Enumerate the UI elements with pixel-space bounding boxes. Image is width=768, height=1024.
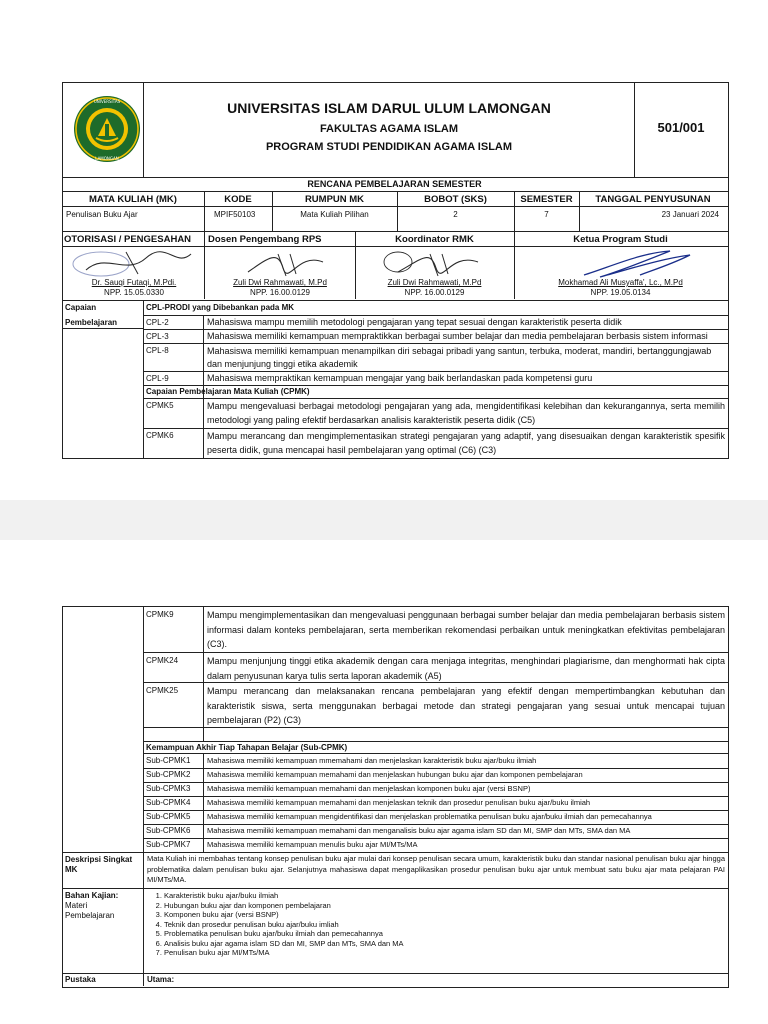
bahan-item: 3. Komponen buku ajar (versi BSNP) bbox=[164, 910, 742, 920]
pustaka-label: Pustaka bbox=[65, 975, 96, 984]
subcpmk-code: Sub-CPMK4 bbox=[146, 798, 191, 807]
signature-3 bbox=[378, 248, 498, 278]
rumpun-value: Mata Kuliah Pilihan bbox=[300, 210, 369, 219]
svg-text:UNIVERSITAS: UNIVERSITAS bbox=[93, 99, 121, 104]
cpl-code: CPL-9 bbox=[146, 374, 169, 383]
program-name: PROGRAM STUDI PENDIDIKAN AGAMA ISLAM bbox=[265, 141, 513, 153]
cpl-code: CPL-2 bbox=[146, 318, 169, 327]
kode-value: MPIF50103 bbox=[214, 210, 256, 219]
bahan-item: 6. Analisis buku ajar agama islam SD dan MI, SMP dan MTs, SMA dan MA bbox=[164, 939, 742, 949]
koordinator-label: Koordinator RMK bbox=[395, 234, 474, 245]
subcpmk-code: Sub-CPMK5 bbox=[146, 812, 191, 821]
kode-header: KODE bbox=[224, 194, 252, 205]
mk-value: Penulisan Buku Ajar bbox=[66, 210, 138, 219]
semester-value: 7 bbox=[544, 210, 549, 219]
sign1-name: Dr. Sauqi Futaqi, M.Pdi. bbox=[91, 278, 177, 287]
faculty-name: FAKULTAS AGAMA ISLAM bbox=[319, 123, 459, 135]
sign3-npp: NPP. 16.00.0129 bbox=[404, 288, 465, 297]
sign1-npp: NPP. 15.05.0330 bbox=[104, 288, 164, 297]
tanggal-value: 23 Januari 2024 bbox=[661, 210, 719, 219]
subcpmk-code: Sub-CPMK3 bbox=[146, 784, 191, 793]
subcpmk-code: Sub-CPMK6 bbox=[146, 826, 191, 835]
sign2-name: Zuli Dwi Rahmawati, M.Pd bbox=[233, 278, 327, 287]
signature-4 bbox=[580, 247, 700, 279]
subcpmk-text: Mahasiswa memiliki kemampuan menulis buku ajar MI/MTs/MA bbox=[207, 840, 418, 849]
bahan-list bbox=[146, 891, 742, 958]
otorisasi-label: OTORISASI / PENGESAHAN bbox=[64, 234, 192, 245]
cpmk-code: CPMK9 bbox=[146, 610, 174, 619]
cpmk-text: Mampu menjunjung tinggi etika akademik dengan cara menjaga integritas, menghindari plagiarisme, dan menghormati hak cipta dalam penyusunan karya tulis serta laporan akademik (A5) bbox=[207, 656, 725, 681]
sign3-name: Zuli Dwi Rahmawati, M.Pd bbox=[387, 278, 482, 287]
subcpmk-heading: Kemampuan Akhir Tiap Tahapan Belajar (Sub-CPMK) bbox=[146, 743, 348, 752]
bahan-item: 2. Hubungan buku ajar dan komponen pembelajaran bbox=[164, 901, 742, 911]
subcpmk-code: Sub-CPMK7 bbox=[146, 840, 191, 849]
tanggal-header: TANGGAL PENYUSUNAN bbox=[595, 194, 711, 205]
cpl-code: CPL-8 bbox=[146, 346, 169, 355]
cpmk-text: Mampu mengimplementasikan dan mengevaluasi penggunaan berbagai sumber belajar dan media pembelajaran berbasis sistem informasi dalam konteks pembelajaran, serta memberikan rekomendasi perbaikan untuk meningkatkan efektivitas pembelajaran (C3). bbox=[207, 610, 725, 649]
semester-header: SEMESTER bbox=[520, 194, 573, 205]
signature-2 bbox=[228, 248, 338, 278]
document-page-2 bbox=[0, 540, 768, 1024]
cpmk-heading: Capaian Pembelajaran Mata Kuliah (CPMK) bbox=[146, 387, 310, 396]
subcpmk-text: Mahasiswa memiliki kemampuan memahami dan menjelaskan hubungan buku ajar dan komponen pembelajaran bbox=[207, 770, 583, 779]
sign4-npp: NPP. 19.05.0134 bbox=[590, 288, 651, 297]
bahan-item: 5. Problematika penulisan buku ajar/buku ilmiah dan pemecahannya bbox=[164, 929, 742, 939]
subcpmk-text: Mahasiswa memiliki kemampuan mmemahami dan menjelaskan karakteristik buku ajar/buku ilmiah bbox=[207, 756, 537, 765]
cpmk-text: Mampu merancang dan mengimplementasikan strategi pengajaran yang adaptif, yang disesuaikan dengan karakteristik spesifik peserta didik, guna mencapai hasil pembelajaran yang optimal (C6) (C3) bbox=[207, 431, 725, 455]
cpl-text: Mahasiswa mempraktikan kemampuan mengajar yang baik berlandaskan pada kompetensi guru bbox=[207, 373, 593, 383]
bahan-item: 4. Teknik dan prosedur penulisan buku ajar/buku imliah bbox=[164, 920, 742, 930]
deskripsi-text: Mata Kuliah ini membahas tentang konsep penulisan buku ajar mulai dari konsep penulisan secara umum, karakteristik buku dan standar nasional penulisan buku ajar hingga problematika dalam penulisan buku ajar. Selanjutnya mahasiswa dapat mengaplikasikan prosedur penulisan buku ajar untuk membuat satu buku ajar mata pelajaran PAI MI/MTs/MA. bbox=[147, 854, 725, 884]
sign4-name: Mokhamad Ali Musyaffa', Lc., M.Pd bbox=[558, 278, 683, 287]
cpl-text: Mahasiswa mampu memilih metodologi pengajaran yang tepat sesuai dengan karakteristik peserta didik bbox=[207, 317, 622, 327]
bobot-value: 2 bbox=[453, 210, 458, 219]
document-page-1 bbox=[0, 0, 768, 500]
capaian-label-2: Pembelajaran bbox=[65, 318, 118, 327]
bahan-label-3: Pembelajaran bbox=[65, 911, 115, 920]
document-code: 501/001 bbox=[657, 120, 705, 135]
cpl-heading: CPL-PRODI yang Dibebankan pada MK bbox=[146, 303, 295, 312]
cpl-code: CPL-3 bbox=[146, 332, 169, 341]
signature-1 bbox=[66, 248, 196, 278]
bahan-label-2: Materi bbox=[65, 901, 88, 910]
cpmk-code: CPMK6 bbox=[146, 431, 174, 440]
cpmk-text: Mampu mengevaluasi berbagai metodologi pengajaran yang ada, mengidentifikasi kelebihan dan kekurangannya, serta memilih metodologi yang paling efektif berdasarkan analisis karakteristik peserta didik (C5) bbox=[207, 401, 725, 425]
university-name: UNIVERSITAS ISLAM DARUL ULUM LAMONGAN bbox=[227, 100, 551, 116]
bobot-header: BOBOT (SKS) bbox=[424, 194, 487, 205]
subcpmk-text: Mahasiswa memiliki kemampuan memahami dan menjelaskan teknik dan prosedur penulisan buku ajar/buku ilmiah bbox=[207, 798, 591, 807]
bahan-label-1: Bahan Kajian: bbox=[65, 891, 119, 900]
subcpmk-code: Sub-CPMK2 bbox=[146, 770, 191, 779]
mk-header: MATA KULIAH (MK) bbox=[89, 194, 177, 205]
cpl-text: Mahasiswa memiliki kemampuan menampilkan diri sebagai pribadi yang santun, terbuka, moderat, mandiri, bertanggungjawab dan menjunjung tinggi etika akademik bbox=[207, 346, 712, 369]
cpmk-code: CPMK24 bbox=[146, 656, 179, 665]
subcpmk-text: Mahasiswa memiliki kemampuan mengidentifikasi dan menjelaskan problematika penulisan buku ajar/buku ilmiah dan pemecahannya bbox=[207, 812, 652, 821]
kaprodi-label: Ketua Program Studi bbox=[573, 234, 668, 245]
subcpmk-text: Mahasiswa memiliki kemampuan memahami dan menjelaskan komponen buku ajar (versi BSNP) bbox=[207, 784, 531, 793]
bahan-item: 1. Karakteristik buku ajar/buku ilmiah bbox=[164, 891, 742, 901]
cpmk-text: Mampu merancang dan melaksanakan rencana pembelajaran yang efektif dengan mempertimbangkan kebutuhan dan karakteristik siswa, serta menggunakan berbagai metode dan strategi pengajaran yang sesuai untuk mencapai tujuan pembelajaran (P2) (C3) bbox=[207, 686, 725, 725]
bahan-item: 7. Penulisan buku ajar MI/MTs/MA bbox=[164, 948, 742, 958]
rumpun-header: RUMPUN MK bbox=[304, 194, 365, 205]
university-logo bbox=[72, 94, 142, 164]
subcpmk-text: Mahasiswa memiliki kemampuan memahami dan menganalisis buku ajar agama islam SD dan MI, SMP dan MTs, SMA dan MA bbox=[207, 826, 631, 835]
cpl-text: Mahasiswa memiliki kemampuan mempraktikkan berbagai sumber belajar dan media pembelajaran berbasis sistem informasi bbox=[207, 331, 708, 341]
pustaka-utama: Utama: bbox=[147, 975, 175, 984]
cpmk-code: CPMK25 bbox=[146, 686, 179, 695]
sign2-npp: NPP. 16.00.0129 bbox=[250, 288, 310, 297]
rps-title: RENCANA PEMBELAJARAN SEMESTER bbox=[307, 179, 482, 189]
dosen-label: Dosen Pengembang RPS bbox=[208, 234, 322, 245]
subcpmk-code: Sub-CPMK1 bbox=[146, 756, 191, 765]
capaian-label-1: Capaian bbox=[65, 303, 97, 312]
cpmk-code: CPMK5 bbox=[146, 401, 174, 410]
deskripsi-label: Deskripsi Singkat MK bbox=[65, 855, 133, 874]
svg-text:LAMONGAN: LAMONGAN bbox=[95, 156, 119, 161]
